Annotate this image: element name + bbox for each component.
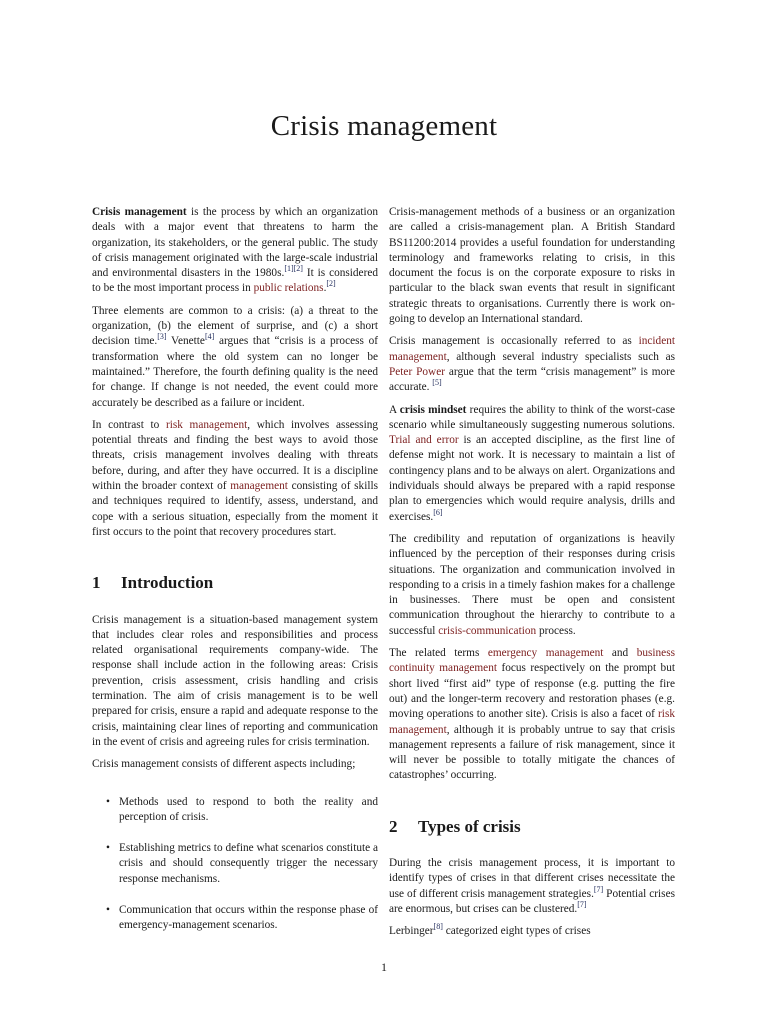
- link-emergency-management[interactable]: emergency management: [487, 647, 604, 660]
- text: categorized eight types of crises: [442, 925, 591, 938]
- text: is an accepted discipline, as the first line of defense might not work. It is necessary to maintain a list of contingency plans and to be always on alert. Organizations and individuals should always be prepared with a rapid response plan to emergencies which would require analysis, drills and exercises.: [389, 434, 675, 523]
- citation-1[interactable]: [1]: [284, 264, 294, 274]
- text: , although several industry specialists such as: [446, 350, 675, 363]
- citation-2[interactable]: [2]: [326, 279, 336, 289]
- page-title: Crisis management: [270, 110, 498, 142]
- list-item: [92, 841, 378, 887]
- text: Crisis management is occasionally referred to as: [389, 335, 639, 348]
- text: consisting of skills and techniques required to identify, assess, understand, and cope with a serious situation, especially from the moment it first occurs to the point that recovery procedures start.: [92, 480, 378, 538]
- text: A: [389, 403, 400, 416]
- citation-6[interactable]: [6]: [433, 507, 443, 517]
- text: It is considered to be the most important process in: [92, 267, 378, 295]
- crisis-mindset-paragraph: [389, 403, 675, 525]
- text: , which involves assessing potential threats and finding the best ways to avoid those threats, crisis management involves dealing with threats before, during, and after they have occurred. It is a discipline within the broader context of: [92, 418, 378, 493]
- credibility-paragraph: [389, 532, 675, 639]
- aspects-bullet-list: [92, 795, 378, 934]
- intro-paragraph-2: [92, 304, 378, 411]
- link-risk-management[interactable]: risk management: [165, 418, 248, 431]
- citation-2[interactable]: [2]: [293, 264, 303, 274]
- incident-management-paragraph: [389, 334, 675, 395]
- list-item-text: Establishing metrics to define what scenarios constitute a crisis and should consequently trigger the necessary response mechanisms.: [119, 842, 378, 885]
- types-paragraph: [389, 856, 675, 917]
- text: focus respectively on the prompt but short lived “first aid” type of response (e.g. putting the fire out) and the longer-term recovery and restoration phases (e.g. moving operations to another site). Crisis is also a facet of: [389, 662, 675, 721]
- text: is the process by which an organization deals with a major event that threatens to harm the organization, its stakeholders, or the general public. The study of crisis management originated with the large-scale industrial and environmental disasters in the 1980s.: [92, 206, 378, 280]
- introduction-paragraph: Crisis management is a situation-based management system that includes clear roles and responsibilities and process related organisational requirements company-wide. The response shall include action in the following areas: Crisis prevention, crisis assessment, crisis handling and crisis termination. The aim of crisis management is to be well prepared for crisis, ensure a rapid and adequate response to the crisis, maintaining clear lines of reporting and communication in the event of crisis and agreeing rules for crisis termination.: [92, 613, 378, 748]
- citation-4[interactable]: [4]: [204, 332, 215, 342]
- citation-7[interactable]: [7]: [577, 900, 587, 910]
- bullet-icon: •: [106, 903, 110, 916]
- text: , although it is probably untrue to say that crisis management represents a failure of risk management, since it will never be possible to totally mitigate the chances of catastrophes’ occurring.: [389, 723, 675, 782]
- text: argues that “crisis is a process of transformation where the old system can no longer be maintained.” Therefore, the fourth defining quality is the need for change. If change is not needed, the event could more accurately be described as a failure or incident.: [92, 335, 378, 409]
- link-business-continuity-management[interactable]: business continuity management: [389, 647, 675, 675]
- text: Venette: [166, 335, 205, 348]
- bold-term-crisis-management: Crisis management: [92, 206, 187, 218]
- citation-7[interactable]: [7]: [593, 884, 604, 894]
- text: process.: [536, 624, 576, 637]
- text: During the crisis management process, it is important to identify types of crises in that different crises necessitate the use of different crisis management strategies.: [389, 856, 675, 900]
- text: requires the ability to think of the worst-case scenario while simultaneously suggesting numerous solutions.: [389, 403, 676, 431]
- section-title: Types of crisis: [418, 816, 521, 836]
- link-trial-and-error[interactable]: Trial and error: [389, 434, 459, 447]
- related-terms-paragraph: [389, 646, 675, 784]
- aspects-lead-paragraph: Crisis management consists of different aspects including;: [92, 758, 356, 771]
- section-heading-types-of-crisis: [389, 816, 675, 836]
- lerbinger-paragraph: [389, 924, 675, 939]
- intro-paragraph-1: [92, 205, 378, 297]
- citation-5[interactable]: [5]: [432, 378, 442, 388]
- list-item-text: Methods used to respond to both the reality and perception of crisis.: [119, 795, 378, 823]
- intro-paragraph-3: [92, 418, 378, 540]
- link-peter-power[interactable]: Peter Power: [389, 365, 445, 378]
- plan-paragraph: Crisis-management methods of a business or an organization are called a crisis-management plan. A British Standard BS11200:2014 provides a useful foundation for understanding terminology and frameworks relating to crisis, in this document the focus is on the corporate exposure to risks in particular to the black swan events that result in significant strategic threats to organisations. Currently there is work on-going to develop an International standard.: [389, 206, 675, 326]
- text: The credibility and reputation of organizations is heavily influenced by the perception of their responses during crisis situations. The organization and communication involved in responding to a crisis in a timely fashion makes for a challenge in businesses. There must be open and consistent communication throughout the hierarchy to contribute to a successful: [389, 532, 675, 637]
- list-item: [92, 903, 378, 934]
- page-number: 1: [381, 960, 387, 974]
- link-crisis-communication[interactable]: crisis-communication: [438, 624, 537, 637]
- citation-8[interactable]: [8]: [433, 922, 443, 932]
- text: In contrast to: [92, 418, 166, 431]
- link-incident-management[interactable]: incident management: [389, 335, 675, 363]
- list-item-text: Communication that occurs within the response phase of emergency-management scenarios.: [119, 903, 378, 932]
- text: Three elements are common to a crisis: (a) a threat to the organization, (b) the element of surprise, and (c) a short decision time.: [92, 304, 378, 348]
- section-heading-introduction: [92, 573, 378, 593]
- list-item: [92, 795, 378, 826]
- section-number: 1: [92, 573, 101, 593]
- right-column: [389, 205, 675, 946]
- text: argue that the term “crisis management” is more accurate.: [389, 365, 675, 394]
- section-number: 2: [389, 816, 398, 836]
- bold-term-crisis-mindset: crisis mindset: [399, 403, 467, 416]
- text: The related terms: [389, 647, 488, 660]
- bullet-icon: •: [106, 795, 110, 808]
- left-column: [92, 205, 378, 950]
- text: and: [603, 647, 637, 660]
- bullet-icon: •: [106, 842, 110, 855]
- link-management[interactable]: management: [230, 480, 288, 493]
- text: Potential crises are enormous, but crises can be clustered.: [389, 887, 675, 915]
- section-title: Introduction: [121, 573, 214, 593]
- link-public-relations[interactable]: public relations: [253, 282, 324, 295]
- text: Lerbinger: [389, 925, 434, 938]
- text: .: [323, 282, 327, 295]
- citation-3[interactable]: [3]: [157, 332, 167, 342]
- link-risk-management[interactable]: risk management: [389, 708, 675, 736]
